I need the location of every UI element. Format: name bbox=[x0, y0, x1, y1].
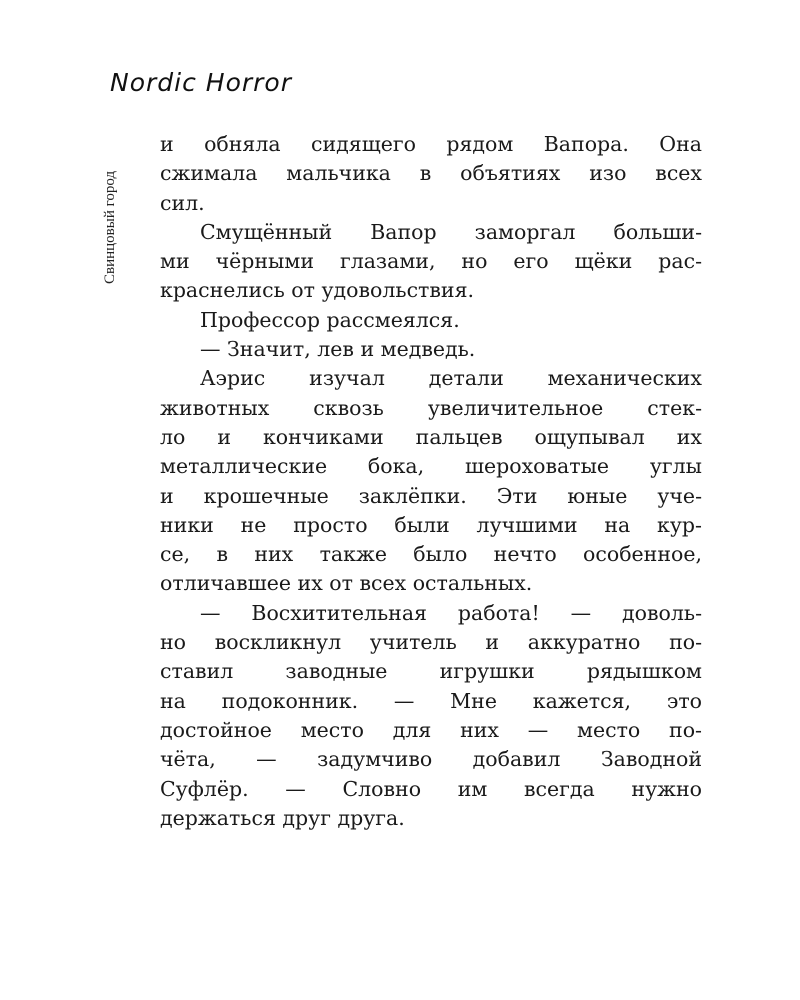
text-line: на подоконник. — Мне кажется, это bbox=[160, 688, 702, 713]
text-line: краснелись от удовольствия. bbox=[160, 278, 475, 303]
page-text bbox=[160, 130, 702, 833]
text-line: достойное место для них — место по- bbox=[160, 717, 702, 742]
text-line: Суфлёр. — Словно им всегда нужно bbox=[160, 776, 702, 801]
text-line: сил. bbox=[160, 190, 205, 215]
text-line: металлические бока, шероховатые углы bbox=[160, 454, 702, 479]
text-line: животных сквозь увеличительное стек- bbox=[160, 395, 702, 420]
text-line: держаться друг друга. bbox=[160, 805, 405, 830]
text-line: отличавшее их от всех остальных. bbox=[160, 571, 533, 596]
text-line: ми чёрными глазами, но его щёки рас- bbox=[160, 249, 702, 274]
text-line: ники не просто были лучшими на кур- bbox=[160, 512, 702, 537]
text-line: се, в них также было нечто особенное, bbox=[160, 542, 702, 567]
text-line: — Значит, лев и медведь. bbox=[200, 337, 476, 362]
text-line: ло и кончиками пальцев ощупывал их bbox=[160, 424, 702, 449]
text-line: ставил заводные игрушки рядышком bbox=[160, 659, 702, 684]
text-line: и обняла сидящего рядом Вапора. Она bbox=[160, 132, 702, 156]
text-line: и крошечные заклёпки. Эти юные уче- bbox=[160, 483, 702, 508]
text-line: сжимала мальчика в объятиях изо всех bbox=[160, 161, 702, 186]
text-line: Смущённый Вапор заморгал больши- bbox=[200, 219, 702, 244]
text-line: Профессор рассмеялся. bbox=[200, 307, 460, 332]
running-title: Свинцовый город bbox=[102, 171, 118, 285]
text-line: но воскликнул учитель и аккуратно по- bbox=[160, 630, 702, 655]
series-logo: Nordic Horror bbox=[110, 68, 293, 97]
text-line: — Восхитительная работа! — доволь- bbox=[200, 600, 702, 625]
text-line: чёта, — задумчиво добавил Заводной bbox=[160, 747, 702, 772]
text-line: Аэрис изучал детали механических bbox=[200, 366, 702, 391]
